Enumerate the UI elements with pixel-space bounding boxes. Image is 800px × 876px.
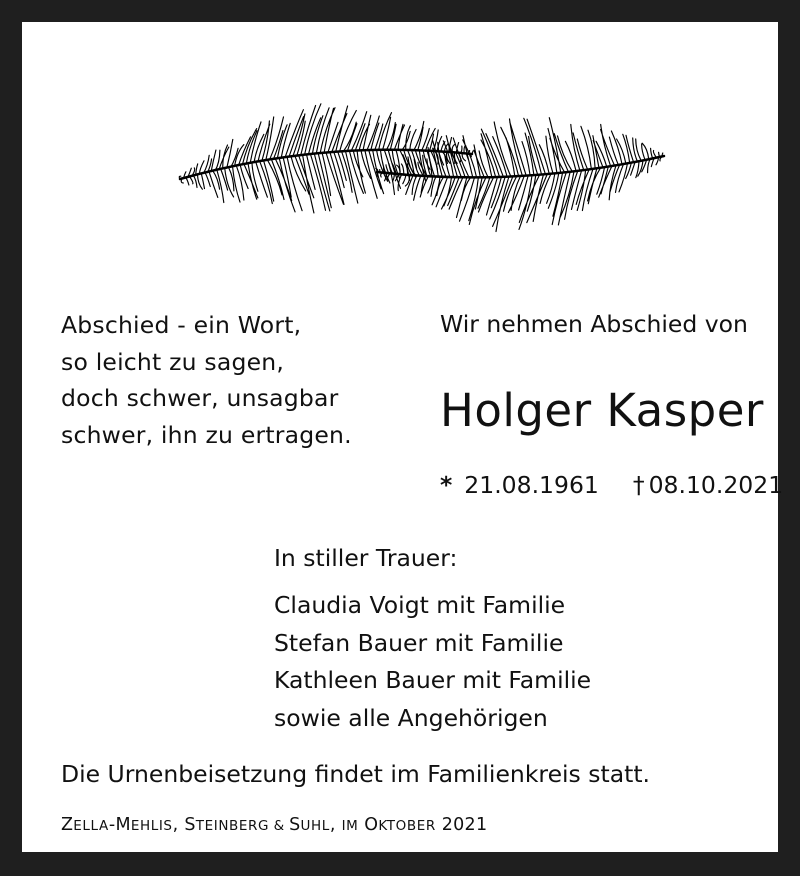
birth-symbol: * — [440, 471, 453, 499]
mourner-line: Claudia Voigt mit Familie — [274, 591, 566, 619]
place-part: Z — [61, 815, 74, 835]
place-part: KTOBER — [378, 818, 436, 834]
verse-line: schwer, ihn zu ertragen. — [61, 420, 352, 449]
place-part: & — [269, 818, 290, 834]
place-part: ELLA — [73, 818, 109, 834]
place-part: , — [172, 815, 185, 835]
mourners-list — [274, 587, 591, 737]
place-and-date — [61, 815, 487, 835]
burial-notice: Die Urnenbeisetzung findet im Familienkreis statt. — [61, 760, 651, 788]
place-part: -M — [108, 815, 131, 835]
verse-line: Abschied - ein Wort, — [61, 311, 302, 339]
place-part: IM — [341, 818, 359, 834]
death-group — [633, 471, 783, 499]
mourner-line: Kathleen Bauer mit Familie — [274, 666, 592, 694]
place-part: EHLIS — [130, 818, 173, 834]
place-part: O — [358, 815, 379, 835]
birth-date: 21.08.1961 — [464, 471, 599, 499]
deceased-name: Holger Kasper — [440, 384, 764, 437]
verse-line: doch schwer, unsagbar — [61, 384, 339, 412]
place-part: , — [329, 815, 342, 835]
farewell-intro: Wir nehmen Abschied von — [440, 310, 748, 338]
place-part: S — [184, 815, 196, 835]
verse-line: so leicht zu sagen, — [61, 347, 284, 376]
place-part: TEINBERG — [195, 818, 270, 834]
mourner-line: Stefan Bauer mit Familie — [274, 628, 564, 657]
death-date: 08.10.2021 — [648, 471, 784, 499]
mourners-heading: In stiller Trauer: — [274, 544, 458, 572]
place-part: UHL — [300, 818, 330, 834]
place-part: 2021 — [435, 815, 488, 835]
place-part: S — [289, 815, 301, 835]
mourner-line: sowie alle Angehörigen — [274, 703, 548, 732]
life-dates — [440, 471, 783, 499]
feather-icon — [172, 84, 672, 236]
farewell-verse — [61, 307, 352, 453]
death-cross-symbol: † — [632, 471, 645, 499]
